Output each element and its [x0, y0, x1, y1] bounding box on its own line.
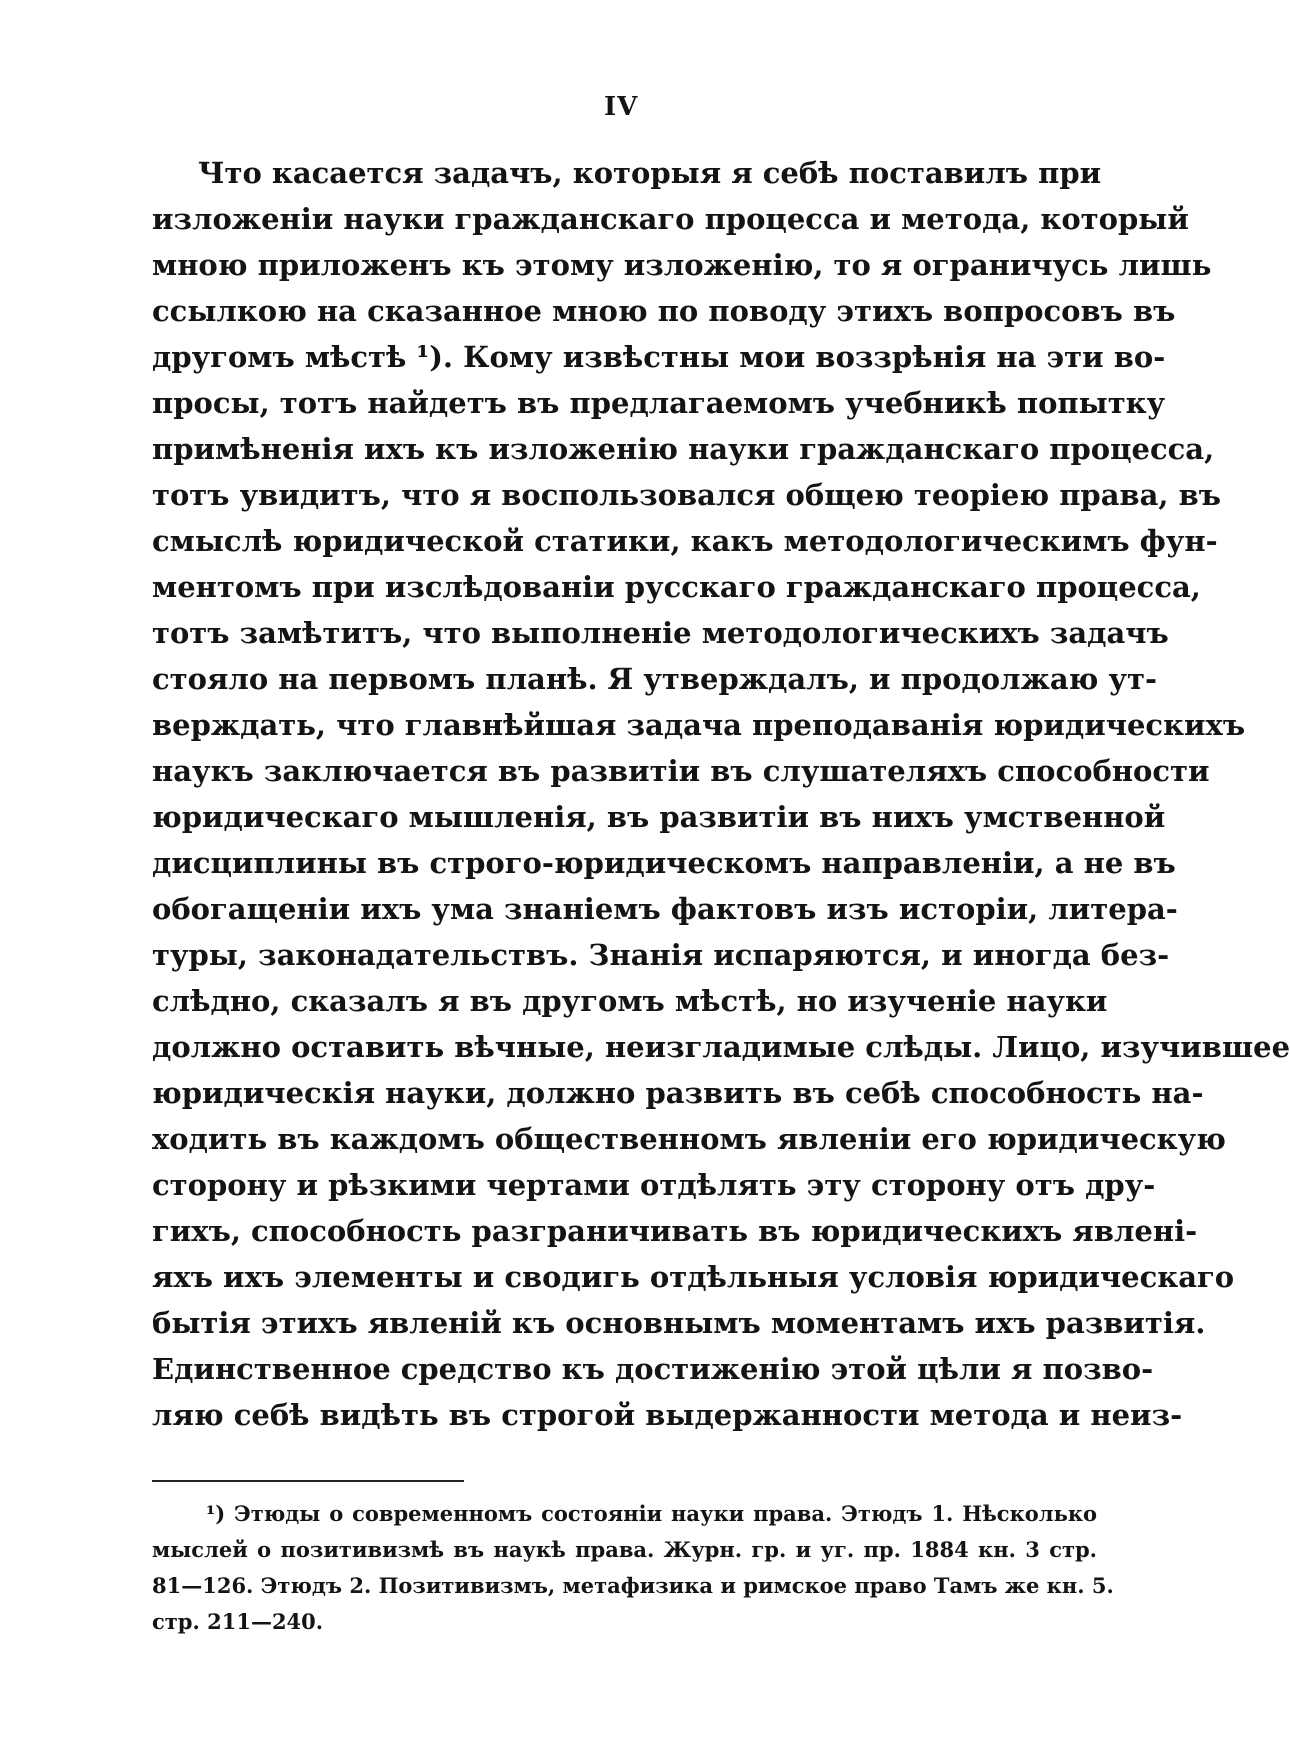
text-line: дисциплины въ строго-юридическомъ направленіи, а не въ: [152, 846, 1176, 880]
footnote-line: стр. 211—240.: [152, 1609, 324, 1634]
text-line: Что касается задачъ, которыя я себѣ поставилъ при: [198, 156, 1102, 190]
text-line: смыслѣ юридической статики, какъ методологическимъ фун-: [152, 524, 1218, 558]
footnote: [152, 1496, 1114, 1640]
text-line: яхъ ихъ элементы и сводигь отдѣльныя условія юридическаго: [152, 1260, 1235, 1294]
text-line: просы, тотъ найдетъ въ предлагаемомъ учебникѣ попытку: [152, 386, 1166, 420]
text-line: верждать, что главнѣйшая задача преподаванія юридическихъ: [152, 708, 1246, 742]
text-line: ссылкою на сказанное мною по поводу этихъ вопросовъ въ: [152, 294, 1176, 328]
footnote-line: мыслей о позитивизмѣ въ наукѣ права. Журн. гр. и уг. пр. 1884 кн. 3 стр.: [152, 1537, 1097, 1562]
text-line: ходить въ каждомъ общественномъ явленіи его юридическую: [152, 1122, 1226, 1156]
footnote-separator: [152, 1480, 464, 1482]
text-line: юридическія науки, должно развить въ себѣ способность на-: [152, 1076, 1204, 1110]
text-line: туры, законадательствъ. Знанія испаряются, и иногда без-: [152, 938, 1170, 972]
text-line: тотъ увидитъ, что я воспользовался общею теоріею права, въ: [152, 478, 1222, 512]
text-line: стояло на первомъ планѣ. Я утверждалъ, и продолжаю ут-: [152, 662, 1158, 696]
text-line: ментомъ при изслѣдованіи русскаго гражданскаго процесса,: [152, 570, 1201, 604]
text-line: изложеніи науки гражданскаго процесса и метода, который: [152, 202, 1189, 236]
text-line: примѣненія ихъ къ изложенію науки гражданскаго процесса,: [152, 432, 1215, 466]
text-line: Единственное средство къ достиженію этой цѣли я позво-: [152, 1352, 1154, 1386]
footnote-line: ¹) Этюды о современномъ состояніи науки права. Этюдъ 1. Нѣсколько: [206, 1501, 1097, 1526]
footnote-line: 81—126. Этюдъ 2. Позитивизмъ, метафизика и римское право Тамъ же кн. 5.: [152, 1573, 1114, 1598]
text-line: мною приложенъ къ этому изложенію, то я ограничусь лишь: [152, 248, 1212, 282]
text-line: ляю себѣ видѣть въ строгой выдержанности метода и неиз-: [152, 1398, 1183, 1432]
body-text: [152, 150, 1290, 1438]
text-line: слѣдно, сказалъ я въ другомъ мѣстѣ, но изученіе науки: [152, 984, 1108, 1018]
text-line: юридическаго мышленія, въ развитіи въ нихъ умственной: [152, 800, 1166, 834]
page-number: IV: [604, 92, 639, 122]
text-line: бытія этихъ явленій къ основнымъ моментамъ ихъ развитія.: [152, 1306, 1206, 1340]
text-line: другомъ мѣстѣ ¹). Кому извѣстны мои воззрѣнія на эти во-: [152, 340, 1166, 374]
text-line: должно оставить вѣчные, неизгладимые слѣды. Лицо, изучившее: [152, 1030, 1290, 1064]
text-line: гихъ, способность разграничивать въ юридическихъ явленi-: [152, 1214, 1198, 1248]
text-line: обогащеніи ихъ ума знаніемъ фактовъ изъ исторіи, литера-: [152, 892, 1178, 926]
text-line: сторону и рѣзкими чертами отдѣлять эту сторону отъ дру-: [152, 1168, 1156, 1202]
text-line: наукъ заключается въ развитіи въ слушателяхъ способности: [152, 754, 1210, 788]
text-line: тотъ замѣтитъ, что выполненіе методологическихъ задачъ: [152, 616, 1169, 650]
